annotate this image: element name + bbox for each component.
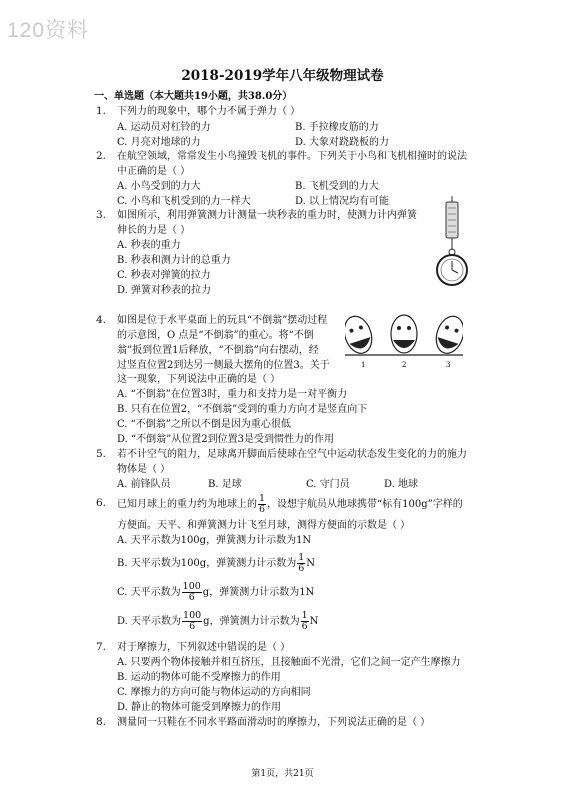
question-number: 2. xyxy=(96,150,107,162)
option-b: B. 足球 xyxy=(208,479,242,490)
question-number: 8. xyxy=(96,716,107,728)
fraction-100-over-6 xyxy=(182,582,202,603)
option-c: C. 摩擦力的方向可能与物体运动的方向相同 xyxy=(117,687,311,698)
question-stem-cont: 这一现象，下列说法中正确的是（ ） xyxy=(117,374,281,385)
option-c: C. 守门员 xyxy=(306,479,350,490)
option-d: D. 大象对跷跷板的力 xyxy=(295,137,390,148)
question-stem-cont: 物体是（ ） xyxy=(117,464,171,475)
position-label: 2 xyxy=(402,361,407,369)
question-number: 1. xyxy=(96,105,107,117)
position-label: 1 xyxy=(361,361,366,369)
option-a: A. 天平示数为100g，弹簧测力计示数为1N xyxy=(117,535,312,546)
denominator: 6 xyxy=(189,621,196,632)
question-stem-cont: 方便面。天平、和弹簧测力计飞至月球，测得方便面的示数是（ ） xyxy=(117,520,411,531)
option-d xyxy=(117,609,318,635)
option-a: A. 秒表的重力 xyxy=(117,240,181,251)
denominator: 6 xyxy=(188,592,195,603)
denominator: 6 xyxy=(301,621,308,632)
numerator: 1 xyxy=(259,493,266,504)
option-b: B. 秒表和测力计的总重力 xyxy=(117,255,231,266)
fraction-100-over-6 xyxy=(182,611,202,632)
option-d: D. 以上情况均有可能 xyxy=(295,196,390,207)
option-c: C. 月亮对地球的力 xyxy=(117,137,201,148)
question-stem xyxy=(117,493,463,517)
option-a: A. 只要两个物体接触并相互挤压，且接触面不光滑，它们之间一定产生摩擦力 xyxy=(117,657,461,668)
option-c: C. “不倒翁”之所以不倒是因为重心很低 xyxy=(117,419,291,430)
fraction-one-sixth xyxy=(301,611,309,632)
watermark: 120资料 xyxy=(7,19,90,42)
option-d: D. 弹簧对秒表的拉力 xyxy=(117,285,212,296)
question-stem-cont: 中正确的是（ ） xyxy=(117,166,191,177)
option-text: C. 天平示数为 xyxy=(117,587,181,598)
option-d: D. 静止的物体可能受到摩擦力的作用 xyxy=(117,702,282,713)
page-title: 2018-2019学年八年级物理试卷 xyxy=(181,68,384,84)
denominator: 6 xyxy=(259,504,266,515)
option-a: A. 前锋队员 xyxy=(117,479,171,490)
option-a: A. “不倒翁”在位置3时，重力和支持力是一对平衡力 xyxy=(117,389,348,400)
option-a: A. 运动员对杠铃的力 xyxy=(117,122,211,133)
numerator: 1 xyxy=(301,610,308,621)
option-b: B. 只有在位置2，“不倒翁”受到的重力方向才是竖直向下 xyxy=(117,404,368,415)
fraction-one-sixth xyxy=(297,553,305,574)
option-text: D. 天平示数为 xyxy=(117,616,182,627)
spring-scale-figure xyxy=(432,196,472,288)
unit: N xyxy=(306,558,315,569)
fraction-one-sixth xyxy=(258,494,266,515)
option-b: B. 飞机受到的力大 xyxy=(295,181,379,192)
tumbler-toy-figure xyxy=(345,312,463,372)
question-stem: 若不计空气的阻力，足球离开脚面后使球在空气中运动状态发生变化的力的施力 xyxy=(117,449,467,460)
option-d: D. 地球 xyxy=(384,479,419,490)
unit: N xyxy=(309,616,319,627)
numerator: 1 xyxy=(298,552,305,563)
question-stem: 如图是位于水平桌面上的玩具“不倒翁”摆动过程 xyxy=(117,315,328,326)
question-stem: 在航空领域，常常发生小鸟撞毁飞机的事件。下列关于小鸟和飞机相撞时的说法 xyxy=(117,151,467,162)
option-text: B. 天平示数为100g，弹簧测力计示数为 xyxy=(117,558,297,569)
option-text: g，弹簧测力计示数为 xyxy=(203,616,300,627)
question-stem-cont: 伸长的力是（ ） xyxy=(117,225,191,236)
option-b: B. 运动的物体可能不受摩擦力的作用 xyxy=(117,672,281,683)
stem-text: 已知月球上的重力约为地球上的 xyxy=(117,499,257,510)
question-number: 3. xyxy=(96,209,107,221)
question-number: 5. xyxy=(96,448,107,460)
question-stem: 下列力的现象中，哪个力不属于弹力（ ） xyxy=(117,106,301,117)
denominator: 6 xyxy=(298,563,305,574)
question-number: 7. xyxy=(96,641,107,653)
option-c: C. 小鸟和飞机受到的力一样大 xyxy=(117,196,251,207)
numerator: 100 xyxy=(183,610,202,621)
question-stem-cont: 过竖直位置2到达另一侧最大摆角的位置3。关于 xyxy=(117,360,330,371)
position-label: 3 xyxy=(446,361,451,369)
numerator: 100 xyxy=(182,581,201,592)
question-stem: 测量同一只鞋在不同水平路面滑动时的摩擦力，下列说法正确的是（ ） xyxy=(117,717,431,728)
option-c: C. 秒表对弹簧的拉力 xyxy=(117,270,211,281)
option-d: D. “不倒翁”从位置2到位置3是受到惯性力的作用 xyxy=(117,434,334,445)
section-heading: 一、单选题（本大题共19小题，共38.0分） xyxy=(94,91,293,102)
option-c xyxy=(117,580,314,606)
question-stem: 如图所示，利用弹簧测力计测量一块秒表的重力时，使测力计内弹簧 xyxy=(117,210,417,221)
question-number: 4. xyxy=(96,314,107,326)
stem-text: ，设想宇航员从地球携带“标有100g”字样的 xyxy=(267,499,463,510)
question-stem-cont: 翁”扳到位置1后释放，“不倒翁”向右摆动，经 xyxy=(117,345,319,356)
option-b xyxy=(117,551,315,577)
question-stem-cont: 的示意图，O 点是“不倒翁”的重心。将“不倒 xyxy=(117,330,314,341)
page-footer: 第1页，共21页 xyxy=(251,769,314,779)
question-stem: 对于摩擦力，下列叙述中错误的是（ ） xyxy=(117,642,291,653)
option-a: A. 小鸟受到的力大 xyxy=(117,181,201,192)
option-text: g，弹簧测力计示数为1N xyxy=(202,587,315,598)
question-number: 6. xyxy=(96,497,107,509)
option-b: B. 手拉橡皮筋的力 xyxy=(295,122,379,133)
